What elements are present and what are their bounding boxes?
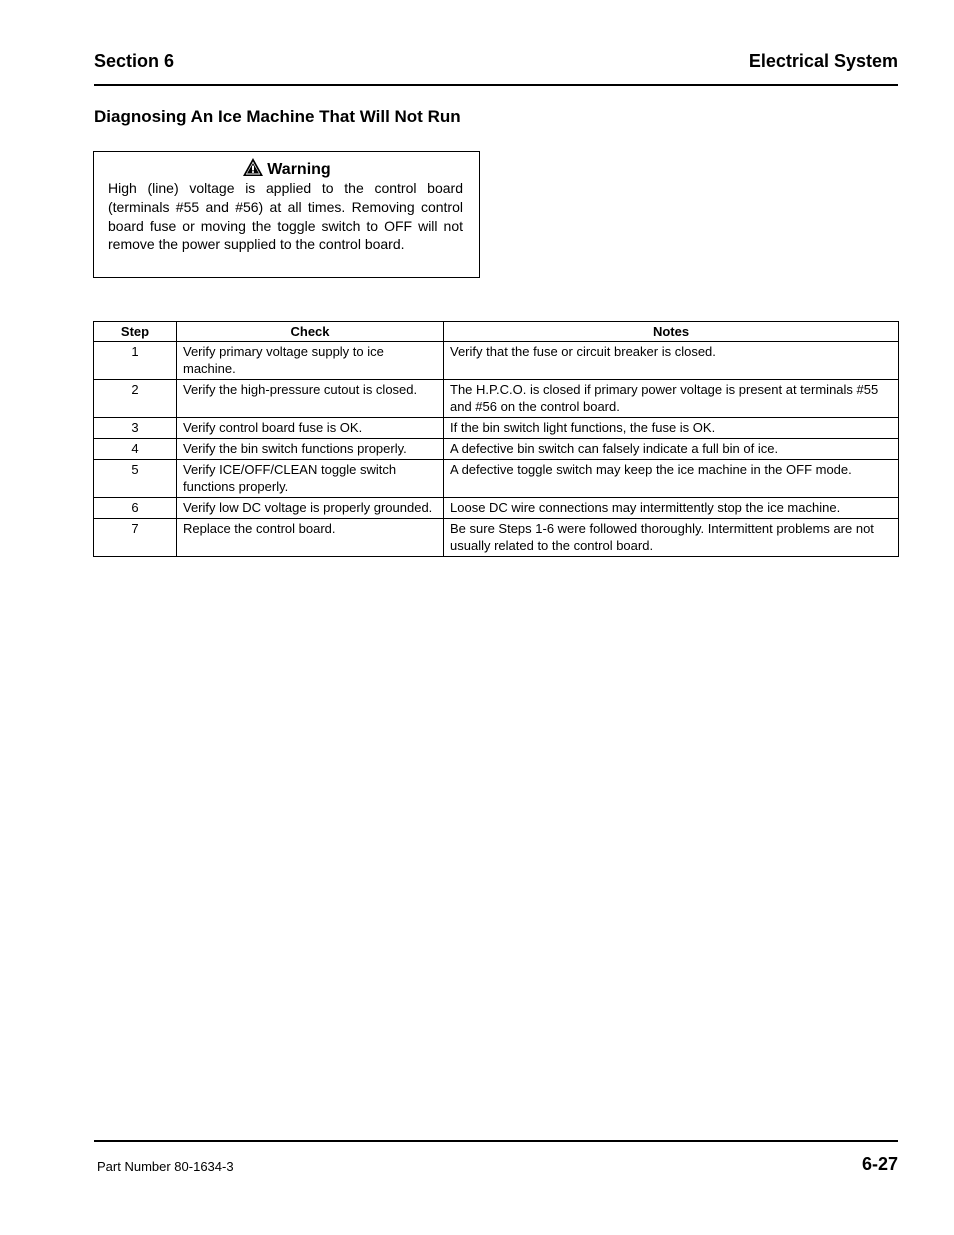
step-cell: 1 — [94, 342, 177, 380]
diagnosis-table — [93, 321, 899, 557]
section-label: Section 6 — [94, 51, 175, 71]
step-cell: 2 — [94, 380, 177, 418]
warning-title: Warning — [267, 161, 331, 178]
notes-cell: The H.P.C.O. is closed if primary power voltage is present at terminals #55 and #56 on the control board. — [444, 380, 899, 418]
page-subtitle: Diagnosing An Ice Machine That Will Not Run — [94, 107, 461, 126]
column-header-step: Step — [94, 322, 177, 342]
warning-text: High (line) voltage is applied to the control board (terminals #55 and #56) at all times. Removing control board fuse or moving the toggle switch to OFF will not remove the power supplied to the control board. — [108, 180, 463, 253]
check-cell: Verify ICE/OFF/CLEAN toggle switch functions properly. — [177, 460, 444, 498]
notes-cell: A defective bin switch can falsely indicate a full bin of ice. — [444, 439, 899, 460]
page-number: 6-27 — [861, 1154, 898, 1174]
table-row — [94, 439, 899, 460]
check-cell: Replace the control board. — [177, 519, 444, 557]
table-row — [94, 460, 899, 498]
chapter-title: Electrical System — [748, 51, 898, 71]
step-cell: 3 — [94, 418, 177, 439]
part-number: Part Number 80-1634-3 — [97, 1159, 234, 1174]
notes-cell: Verify that the fuse or circuit breaker is closed. — [444, 342, 899, 380]
page-header — [94, 50, 898, 86]
table-row — [94, 418, 899, 439]
check-cell: Verify primary voltage supply to ice machine. — [177, 342, 444, 380]
step-cell: 5 — [94, 460, 177, 498]
warning-triangle-icon — [242, 157, 264, 177]
notes-cell: Be sure Steps 1-6 were followed thoroughly. Intermittent problems are not usually related to the control board. — [444, 519, 899, 557]
check-cell: Verify low DC voltage is properly grounded. — [177, 498, 444, 519]
table-row — [94, 380, 899, 418]
check-cell: Verify the high-pressure cutout is closed. — [177, 380, 444, 418]
notes-cell: Loose DC wire connections may intermittently stop the ice machine. — [444, 498, 899, 519]
step-cell: 4 — [94, 439, 177, 460]
check-cell: Verify control board fuse is OK. — [177, 418, 444, 439]
table-row — [94, 519, 899, 557]
step-cell: 6 — [94, 498, 177, 519]
column-header-check: Check — [177, 322, 444, 342]
notes-cell: A defective toggle switch may keep the ice machine in the OFF mode. — [444, 460, 899, 498]
table-row — [94, 342, 899, 380]
notes-cell: If the bin switch light functions, the fuse is OK. — [444, 418, 899, 439]
column-header-notes: Notes — [444, 322, 899, 342]
table-header-row — [94, 322, 899, 342]
step-cell: 7 — [94, 519, 177, 557]
table-row — [94, 498, 899, 519]
warning-box — [93, 151, 480, 278]
page-footer — [94, 1140, 898, 1182]
check-cell: Verify the bin switch functions properly. — [177, 439, 444, 460]
warning-heading — [94, 157, 479, 180]
